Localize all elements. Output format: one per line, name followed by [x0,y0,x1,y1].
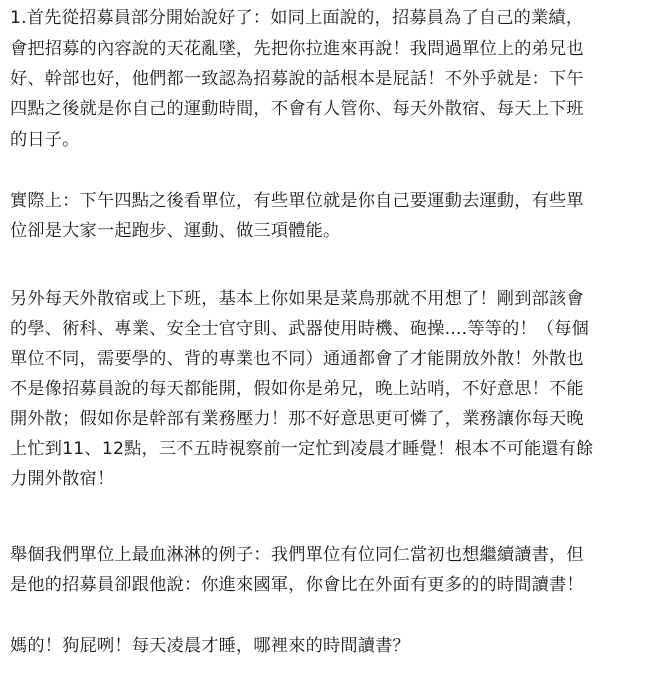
post-line: 舉個我們單位上最血淋淋的例子：我們單位有位同仁當初也想繼續讀書，但 [10,545,584,565]
post-line: 實際上：下午四點之後看單位，有些單位就是你自己要運動去運動，有些單 [10,191,584,211]
post-line: 1.首先從招募員部分開始說好了：如同上面說的，招募員為了自己的業績， [10,8,584,28]
post-line: 上忙到11、12點，三不五時視察前一定忙到凌晨才睡覺！根本不可能還有餘 [10,439,594,459]
post-line: 的日子。 [10,130,80,150]
post-line: 開外散；假如你是幹部有業務壓力！那不好意思更可憐了，業務讓你每天晚 [10,409,584,429]
post-line: 另外每天外散宿或上下班，基本上你如果是菜鳥那就不用想了！剛到部該會 [10,289,584,309]
post-line: 是他的招募員卻跟他說：你進來國軍，你會比在外面有更多的的時間讀書！ [10,575,584,595]
post-line: 位卻是大家一起跑步、運動、做三項體能。 [10,221,341,241]
post-line: 好、幹部也好，他們都一致認為招募說的話根本是屁話！不外乎就是：下午 [10,69,584,89]
post-line: 會把招募的內容說的天花亂墜，先把你拉進來再說！我問過單位上的弟兄也 [10,39,584,59]
post-line: 四點之後就是你自己的運動時間，不會有人管你、每天外散宿、每天上下班 [10,99,584,119]
post-line: 不是像招募員說的每天都能開，假如你是弟兄，晚上站哨，不好意思！不能 [10,379,584,399]
post-line: 的學、術科、專業、安全士官守則、武器使用時機、砲操....等等的！（每個 [10,319,590,339]
post-line: 力開外散宿！ [10,469,115,489]
post-line: 媽的！狗屁咧！每天凌晨才睡，哪裡來的時間讀書？ [10,636,410,656]
post-line: 單位不同，需要學的、背的專業也不同）通通都會了才能開放外散！外散也 [10,349,584,369]
